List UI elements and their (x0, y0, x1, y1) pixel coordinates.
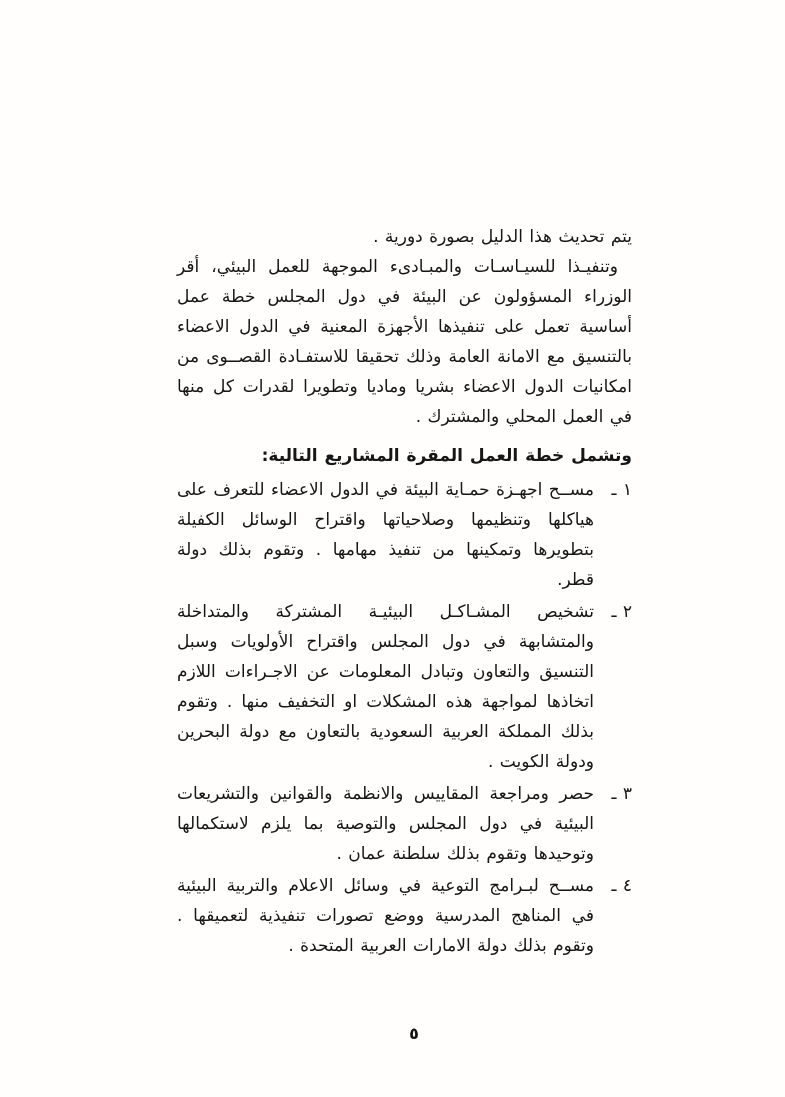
numbered-project-list (177, 475, 632, 961)
item-3-text: حصر ومراجعة المقاييس والانظمة والقوانين والتشريعات البيئية في دول المجلس والتوصية بما يلزم لاستكمالها وتوحيدها وتقوم بذلك سلطنة عمان . (177, 784, 594, 864)
item-4-text: مســح لبـرامج التوعية في وسائل الاعلام والتربية البيئية في المناهج المدرسية ووضع تصورات تنفيذية لتعميقها . وتقوم بذلك دولة الامارات العربية المتحدة . (177, 876, 594, 956)
section-heading-approved-projects: وتشمل خطة العمل المقرة المشاريع التالية: (261, 446, 632, 466)
paragraph-work-plan: وتنفيـذا للسيـاسـات والمبـادىء الموجهة للعمل البيئي، أقر الوزراء المسؤولون عن البيئة في دول المجلس خطة عمل أساسية تعمل على تنفيذها الأجهزة المعنية في الدول الاعضاء بالتنسيق مع الامانة العامة وذلك تحقيقا للاستفـادة القصــوى من امكانيات الدول الاعضاء بشريا وماديا وتطويرا لقدرات كل منها في العمل المحلي والمشترك . (177, 257, 632, 427)
item-1-number: ١ ـ (611, 480, 632, 500)
item-1-text: مســح اجهـزة حمـاية البيئة في الدول الاعضاء للتعرف على هياكلها وتنظيمها وصلاحياتها واقتراح الوسائل الكفيلة بتطويرها وتمكينها من تنفيذ مهامها . وتقوم بذلك دولة قطر. (177, 480, 594, 590)
item-4-number: ٤ ـ (611, 876, 632, 896)
list-item-2 (177, 597, 632, 777)
item-2-number: ٢ ـ (611, 602, 632, 622)
page-text-block (177, 222, 632, 963)
list-item-3 (177, 779, 632, 869)
list-item-4 (177, 871, 632, 961)
item-2-text: تشخيص المشـاكـل البيئيـة المشتركة والمتداخلة والمتشابهة في دول المجلس واقتراح الأولويات وسبل التنسيق والتعاون وتبادل المعلومات عن الاجـراءات اللازم اتخاذها لمواجهة هذه المشكلات او التخفيف منها . وتقوم بذلك المملكة العربية السعودية بالتعاون مع دولة البحرين ودولة الكويت . (177, 602, 594, 772)
paragraph-update-notice: يتم تحديث هذا الدليل بصورة دورية . (373, 227, 632, 247)
list-item-1 (177, 475, 632, 595)
item-3-number: ٣ ـ (611, 784, 632, 804)
page-number: ٥ (409, 1024, 419, 1043)
